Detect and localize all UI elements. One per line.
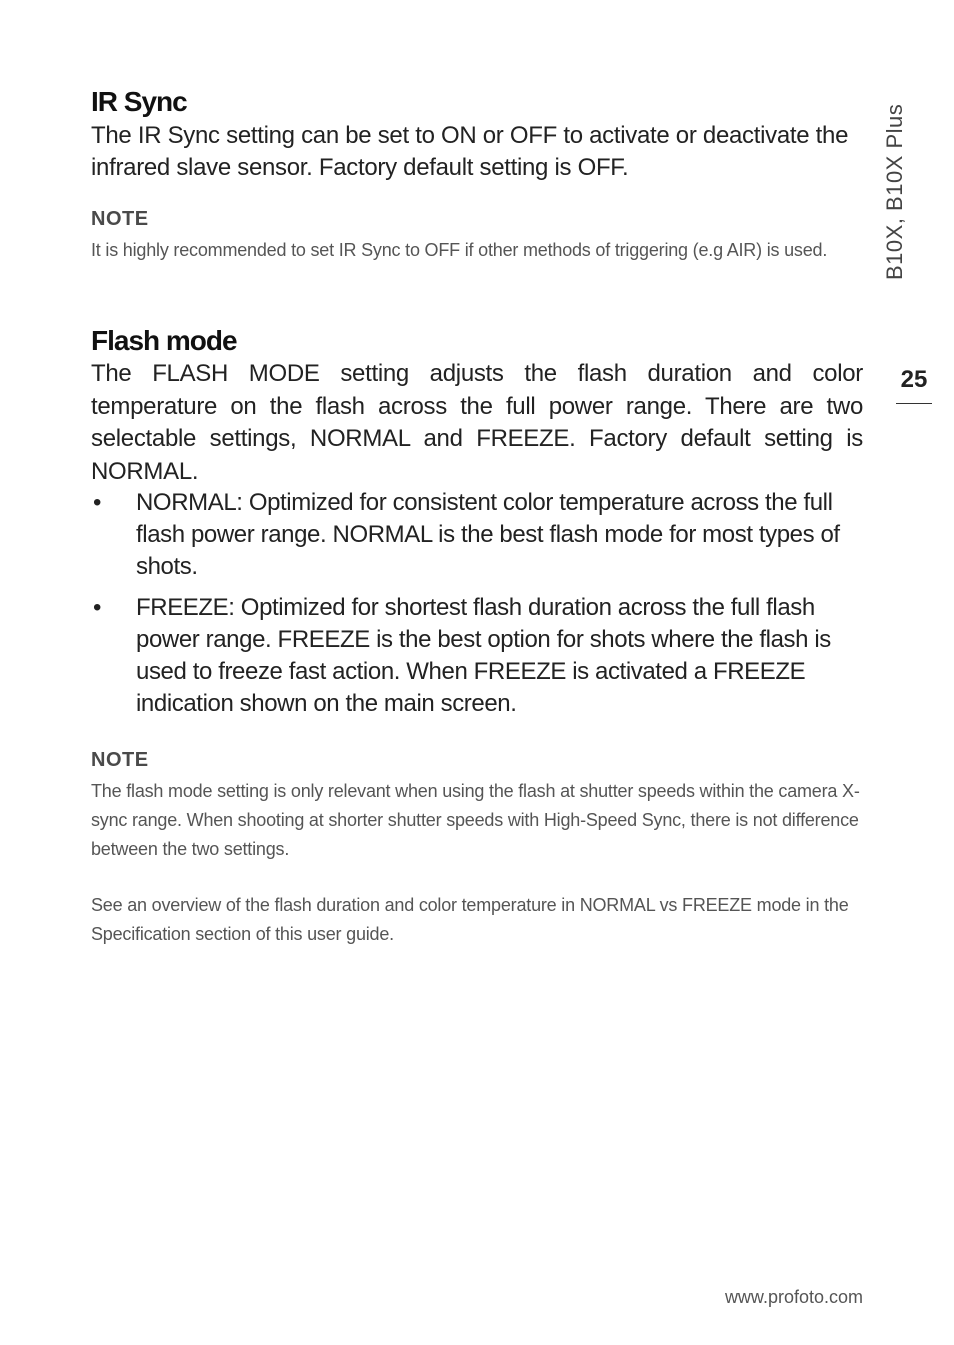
bullet-icon: • [92,594,101,621]
flash-mode-note-label: NOTE [91,749,149,771]
flash-mode-overview-text: See an overview of the flash duration and color temperature in NORMAL vs FREEZE mode in the Specification section of this user guide. [91,895,849,944]
list-item [91,487,863,583]
flash-mode-body: The FLASH MODE setting adjusts the flash duration and color temperature on the flash across the full power range. There are two selectable settings, NORMAL and FREEZE. Factory default setting is NORMAL. [91,360,863,485]
product-name-label: B10X, B10X Plus [882,103,907,280]
bullet-text: FREEZE: Optimized for shortest flash duration across the full flash power range. FREEZE is the best option for shots where the flash is used to freeze fast action. When FREEZE is activated a FREEZE indication shown on the main screen. [136,594,831,717]
page-number-divider [896,403,932,404]
ir-sync-note-text: It is highly recommended to set IR Sync to OFF if other methods of triggering (e.g AIR) is used. [91,240,828,260]
ir-sync-body: The IR Sync setting can be set to ON or OFF to activate or deactivate the infrared slave sensor. Factory default setting is OFF. [91,122,849,181]
list-item [91,592,863,720]
ir-sync-heading: IR Sync [91,86,187,117]
flash-mode-heading: Flash mode [91,325,237,356]
flash-mode-bullet-list [91,487,863,729]
footer-url: www.profoto.com [724,1287,863,1307]
ir-sync-note-label: NOTE [91,208,149,230]
flash-mode-note-text: The flash mode setting is only relevant when using the flash at shutter speeds within the camera X-sync range. When shooting at shorter shutter speeds with High-Speed Sync, there is not difference between the two settings. [91,781,860,859]
bullet-text: NORMAL: Optimized for consistent color temperature across the full flash power range. NORMAL is the best flash mode for most types of shots. [136,489,840,580]
page-number: 25 [900,366,928,393]
bullet-icon: • [92,489,101,516]
